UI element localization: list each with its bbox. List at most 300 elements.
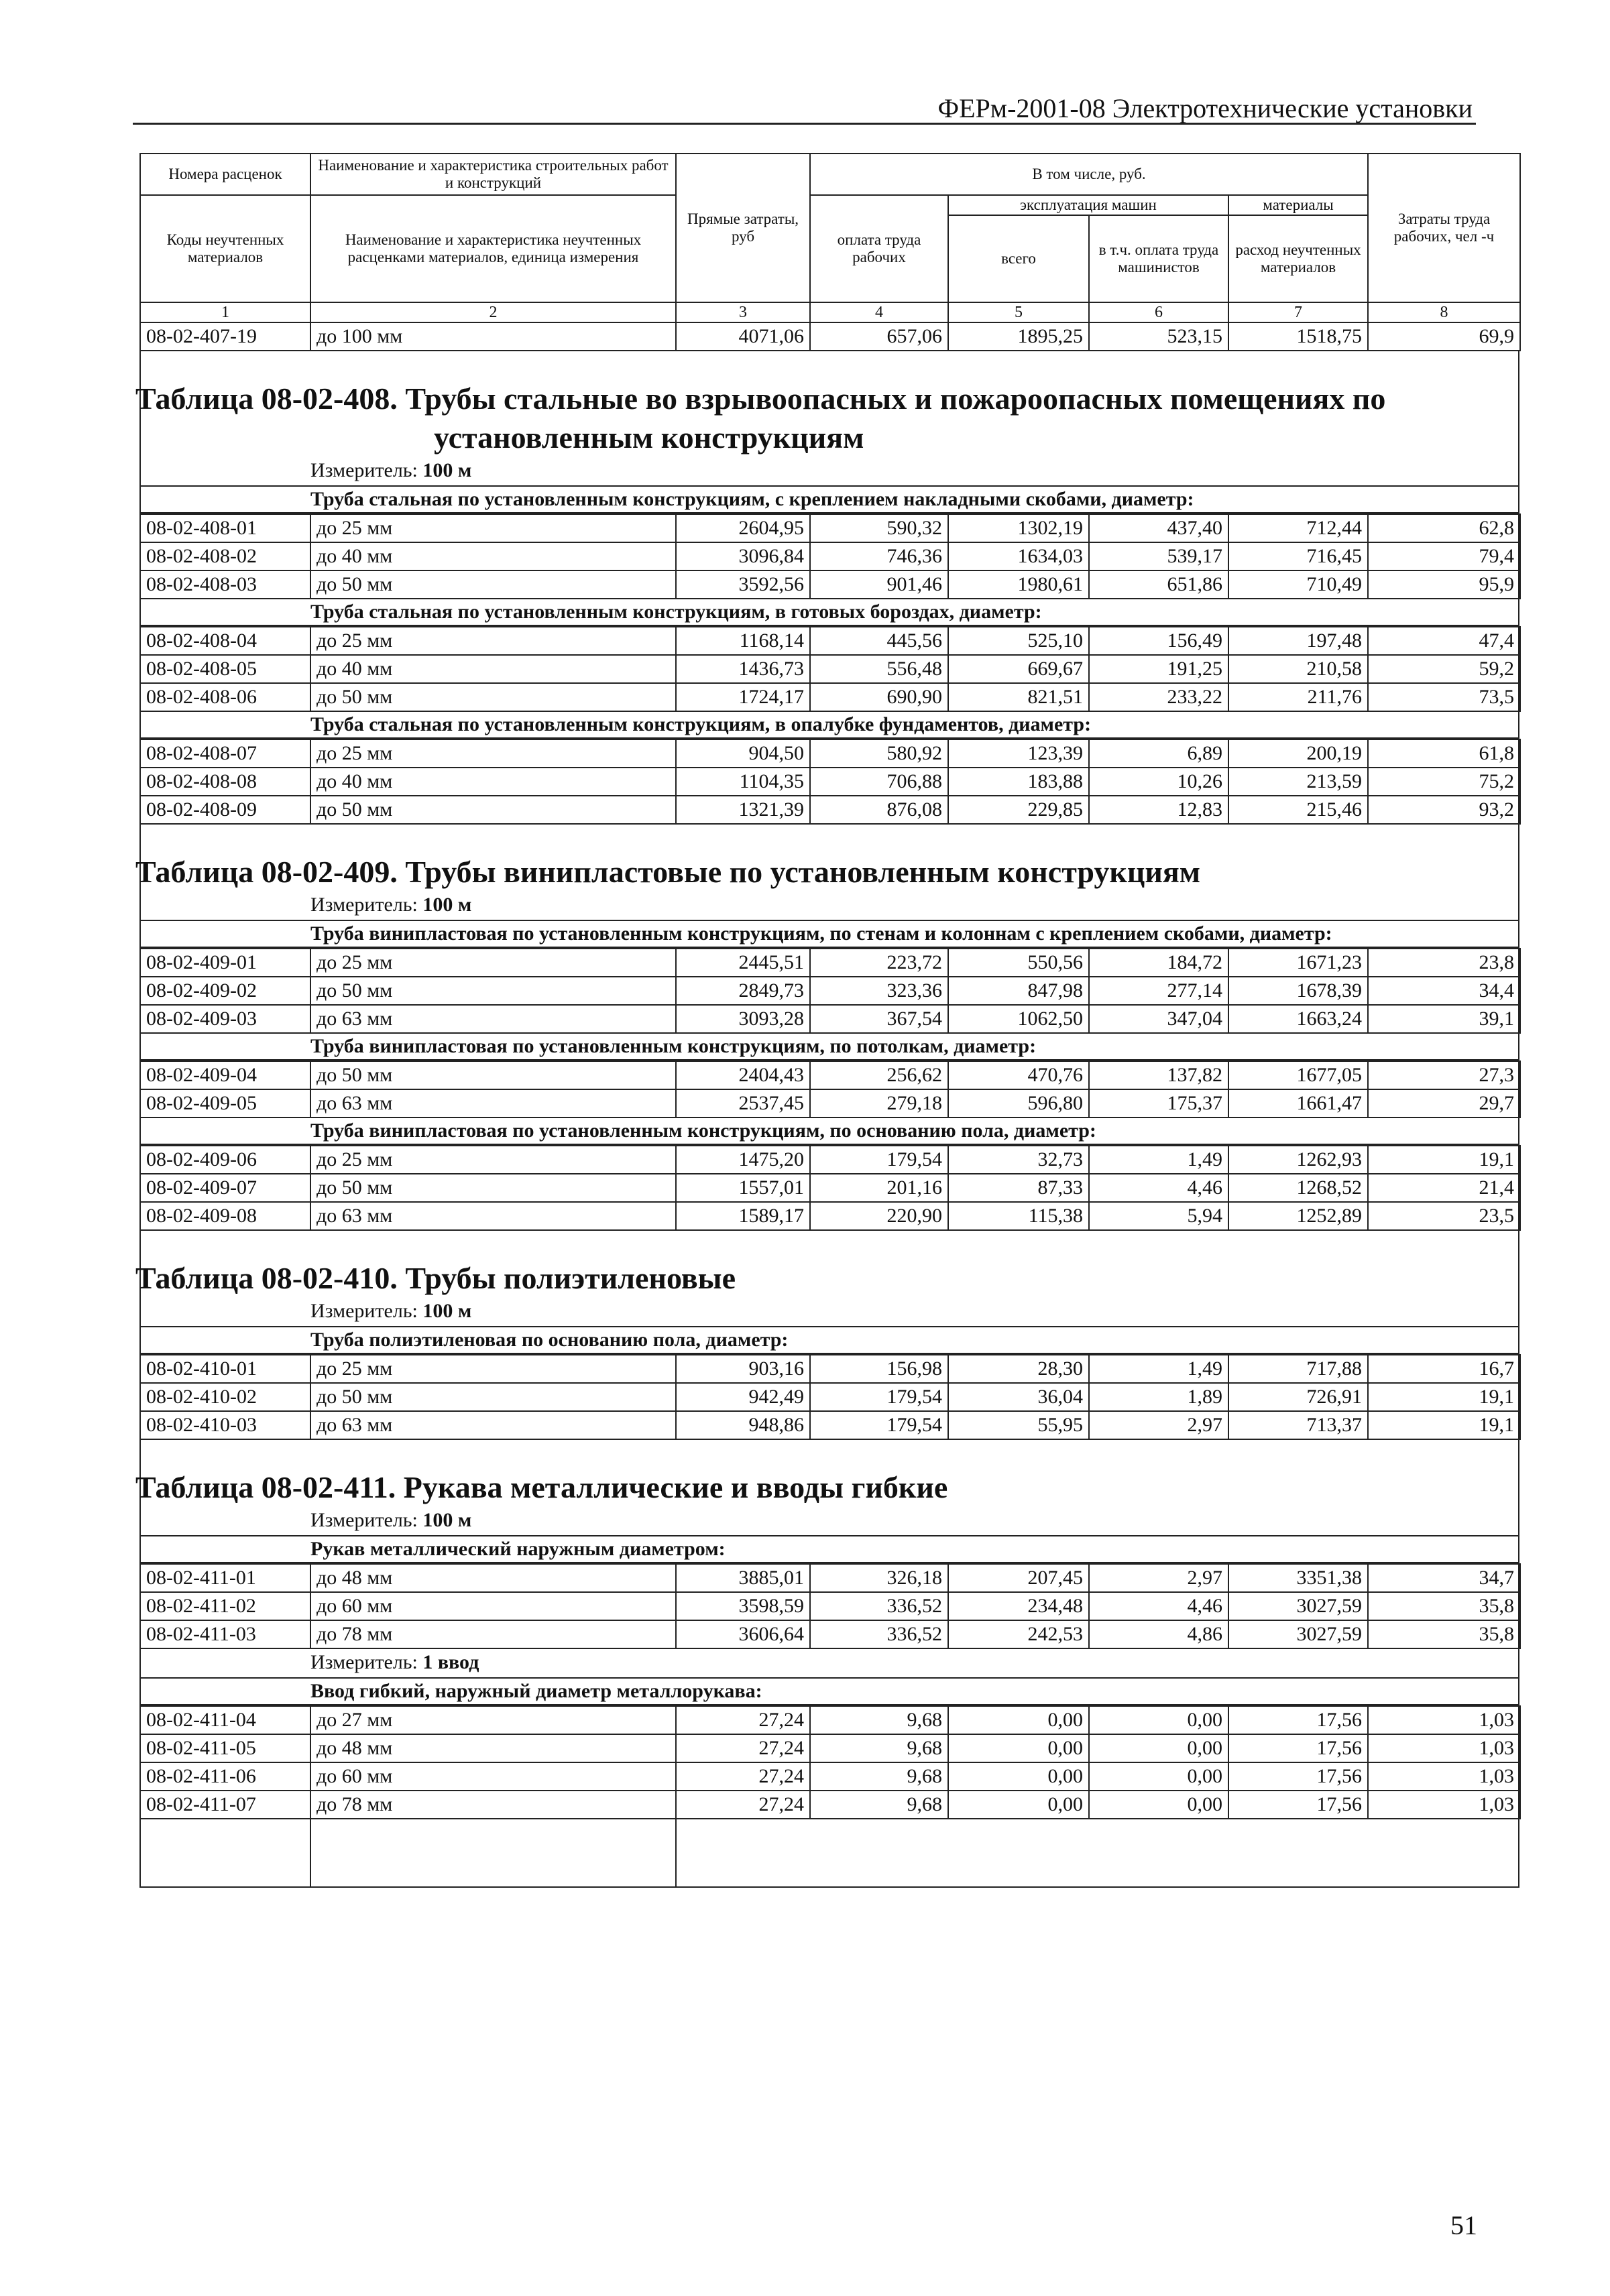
rate-code: 08-02-411-02 bbox=[140, 1592, 310, 1620]
materials-cost: 712,44 bbox=[1228, 514, 1368, 542]
rate-name: до 40 мм bbox=[310, 542, 676, 570]
labor-hours: 29,7 bbox=[1368, 1089, 1520, 1117]
materials-cost: 1661,47 bbox=[1228, 1089, 1368, 1117]
machines-total: 596,80 bbox=[948, 1089, 1089, 1117]
running-header: ФЕРм-2001-08 Электротехнические установки bbox=[937, 93, 1473, 123]
group-label: Труба стальная по установленным конструкциям, с креплением накладными скобами, диаметр: bbox=[141, 487, 1518, 513]
materials-cost: 3027,59 bbox=[1228, 1620, 1368, 1648]
header-col-number: 5 bbox=[948, 302, 1089, 322]
measure-unit-label: Измеритель: bbox=[310, 1651, 418, 1673]
rate-code: 08-02-408-07 bbox=[140, 739, 310, 768]
table-row bbox=[140, 1592, 1520, 1620]
rates-table bbox=[139, 626, 1521, 712]
labor-hours: 95,9 bbox=[1368, 570, 1520, 599]
labor-hours: 19,1 bbox=[1368, 1411, 1520, 1439]
header-materials: материалы bbox=[1228, 195, 1368, 215]
direct-costs: 1436,73 bbox=[676, 655, 810, 683]
table-row bbox=[140, 1061, 1520, 1089]
table-section bbox=[135, 1231, 1518, 1440]
materials-cost: 1518,75 bbox=[1228, 322, 1368, 351]
table-row bbox=[140, 1089, 1520, 1117]
machines-total: 1980,61 bbox=[948, 570, 1089, 599]
machinist-pay: 233,22 bbox=[1089, 683, 1228, 711]
table-row bbox=[140, 977, 1520, 1005]
direct-costs: 27,24 bbox=[676, 1734, 810, 1762]
measure-unit bbox=[141, 457, 1518, 487]
rate-code: 08-02-409-08 bbox=[140, 1202, 310, 1230]
worker-pay: 9,68 bbox=[810, 1762, 948, 1791]
rates-table bbox=[139, 1354, 1521, 1440]
machines-total: 242,53 bbox=[948, 1620, 1089, 1648]
rate-name: до 50 мм bbox=[310, 1061, 676, 1089]
rate-code: 08-02-408-02 bbox=[140, 542, 310, 570]
labor-hours: 27,3 bbox=[1368, 1061, 1520, 1089]
worker-pay: 179,54 bbox=[810, 1411, 948, 1439]
materials-cost: 17,56 bbox=[1228, 1791, 1368, 1819]
materials-cost: 713,37 bbox=[1228, 1411, 1368, 1439]
materials-cost: 210,58 bbox=[1228, 655, 1368, 683]
header-unaccounted-materials: расход неучтенных материалов bbox=[1228, 215, 1368, 302]
rate-name: до 60 мм bbox=[310, 1592, 676, 1620]
table-row bbox=[140, 1355, 1520, 1383]
rate-code: 08-02-409-02 bbox=[140, 977, 310, 1005]
machines-total: 28,30 bbox=[948, 1355, 1089, 1383]
worker-pay: 220,90 bbox=[810, 1202, 948, 1230]
worker-pay: 279,18 bbox=[810, 1089, 948, 1117]
rates-table bbox=[139, 739, 1521, 825]
machines-total: 123,39 bbox=[948, 739, 1089, 768]
rate-code: 08-02-408-08 bbox=[140, 768, 310, 796]
header-name-top: Наименование и характеристика строительных работ и конструкций bbox=[310, 154, 676, 195]
labor-hours: 16,7 bbox=[1368, 1355, 1520, 1383]
machinist-pay: 4,46 bbox=[1089, 1592, 1228, 1620]
table-row bbox=[140, 1005, 1520, 1033]
materials-cost: 17,56 bbox=[1228, 1706, 1368, 1734]
materials-cost: 215,46 bbox=[1228, 796, 1368, 824]
worker-pay: 690,90 bbox=[810, 683, 948, 711]
section-title bbox=[135, 1440, 1518, 1507]
machinist-pay: 539,17 bbox=[1089, 542, 1228, 570]
table-row bbox=[140, 796, 1520, 824]
labor-hours: 61,8 bbox=[1368, 739, 1520, 768]
direct-costs: 904,50 bbox=[676, 739, 810, 768]
rate-code: 08-02-410-02 bbox=[140, 1383, 310, 1411]
worker-pay: 876,08 bbox=[810, 796, 948, 824]
rate-name: до 63 мм bbox=[310, 1202, 676, 1230]
direct-costs: 2849,73 bbox=[676, 977, 810, 1005]
rate-code: 08-02-411-04 bbox=[140, 1706, 310, 1734]
machines-total: 1062,50 bbox=[948, 1005, 1089, 1033]
direct-costs: 942,49 bbox=[676, 1383, 810, 1411]
rate-name: до 25 мм bbox=[310, 739, 676, 768]
header-col-number: 2 bbox=[310, 302, 676, 322]
rate-code: 08-02-411-05 bbox=[140, 1734, 310, 1762]
machines-total: 847,98 bbox=[948, 977, 1089, 1005]
labor-hours: 47,4 bbox=[1368, 627, 1520, 655]
worker-pay: 657,06 bbox=[810, 322, 948, 351]
measure-unit-label: Измеритель: bbox=[310, 459, 418, 481]
machines-total: 183,88 bbox=[948, 768, 1089, 796]
labor-hours: 59,2 bbox=[1368, 655, 1520, 683]
group-label: Рукав металлический наружным диаметром: bbox=[141, 1536, 1518, 1563]
rate-name: до 50 мм bbox=[310, 977, 676, 1005]
materials-cost: 1671,23 bbox=[1228, 949, 1368, 977]
rate-name: до 40 мм bbox=[310, 655, 676, 683]
materials-cost: 716,45 bbox=[1228, 542, 1368, 570]
machinist-pay: 523,15 bbox=[1089, 322, 1228, 351]
machinist-pay: 277,14 bbox=[1089, 977, 1228, 1005]
worker-pay: 901,46 bbox=[810, 570, 948, 599]
materials-cost: 17,56 bbox=[1228, 1762, 1368, 1791]
table-row bbox=[140, 655, 1520, 683]
worker-pay: 256,62 bbox=[810, 1061, 948, 1089]
rate-name: до 50 мм bbox=[310, 683, 676, 711]
materials-cost: 17,56 bbox=[1228, 1734, 1368, 1762]
machines-total: 229,85 bbox=[948, 796, 1089, 824]
worker-pay: 326,18 bbox=[810, 1564, 948, 1592]
worker-pay: 336,52 bbox=[810, 1620, 948, 1648]
measure-unit bbox=[141, 1649, 1518, 1679]
table-row bbox=[140, 1411, 1520, 1439]
direct-costs: 2604,95 bbox=[676, 514, 810, 542]
rate-code: 08-02-408-09 bbox=[140, 796, 310, 824]
table-row bbox=[140, 949, 1520, 977]
machines-total: 32,73 bbox=[948, 1146, 1089, 1174]
column-divider bbox=[675, 1819, 677, 1886]
materials-cost: 717,88 bbox=[1228, 1355, 1368, 1383]
worker-pay: 706,88 bbox=[810, 768, 948, 796]
direct-costs: 27,24 bbox=[676, 1791, 810, 1819]
materials-cost: 3027,59 bbox=[1228, 1592, 1368, 1620]
rates-table bbox=[139, 1563, 1521, 1649]
labor-hours: 62,8 bbox=[1368, 514, 1520, 542]
direct-costs: 3598,59 bbox=[676, 1592, 810, 1620]
page-number: 51 bbox=[1450, 2210, 1477, 2240]
measure-unit-value: 1 ввод bbox=[422, 1651, 479, 1673]
measure-unit-label: Измеритель: bbox=[310, 1300, 418, 1322]
rate-code: 08-02-408-04 bbox=[140, 627, 310, 655]
machinist-pay: 347,04 bbox=[1089, 1005, 1228, 1033]
machines-total: 669,67 bbox=[948, 655, 1089, 683]
rate-name: до 25 мм bbox=[310, 514, 676, 542]
materials-cost: 1677,05 bbox=[1228, 1061, 1368, 1089]
measure-unit-label: Измеритель: bbox=[310, 1509, 418, 1531]
machinist-pay: 10,26 bbox=[1089, 768, 1228, 796]
labor-hours: 35,8 bbox=[1368, 1620, 1520, 1648]
materials-cost: 1663,24 bbox=[1228, 1005, 1368, 1033]
worker-pay: 336,52 bbox=[810, 1592, 948, 1620]
worker-pay: 156,98 bbox=[810, 1355, 948, 1383]
rate-code: 08-02-408-01 bbox=[140, 514, 310, 542]
group-label: Труба винипластовая по установленным конструкциям, по стенам и колоннам с креплением скобами, диаметр: bbox=[141, 921, 1518, 948]
labor-hours: 93,2 bbox=[1368, 796, 1520, 824]
rate-code: 08-02-408-06 bbox=[140, 683, 310, 711]
direct-costs: 1104,35 bbox=[676, 768, 810, 796]
rate-code: 08-02-409-03 bbox=[140, 1005, 310, 1033]
table-section bbox=[135, 825, 1518, 1231]
rate-code: 08-02-411-06 bbox=[140, 1762, 310, 1791]
header-codes-top: Номера расценок bbox=[140, 154, 310, 195]
rates-table bbox=[139, 1061, 1521, 1118]
measure-unit-value: 100 м bbox=[422, 459, 472, 481]
machines-total: 0,00 bbox=[948, 1762, 1089, 1791]
direct-costs: 1557,01 bbox=[676, 1174, 810, 1202]
direct-costs: 27,24 bbox=[676, 1762, 810, 1791]
measure-unit bbox=[141, 1298, 1518, 1327]
rate-name: до 25 мм bbox=[310, 1355, 676, 1383]
machinist-pay: 5,94 bbox=[1089, 1202, 1228, 1230]
worker-pay: 590,32 bbox=[810, 514, 948, 542]
machines-total: 0,00 bbox=[948, 1791, 1089, 1819]
section-title-line: установленным конструкциям bbox=[434, 420, 864, 455]
labor-hours: 39,1 bbox=[1368, 1005, 1520, 1033]
worker-pay: 9,68 bbox=[810, 1734, 948, 1762]
rate-name: до 78 мм bbox=[310, 1791, 676, 1819]
table-row bbox=[140, 514, 1520, 542]
machinist-pay: 137,82 bbox=[1089, 1061, 1228, 1089]
table-row bbox=[140, 1791, 1520, 1819]
materials-cost: 211,76 bbox=[1228, 683, 1368, 711]
header-labor-hours: Затраты труда рабочих, чел -ч bbox=[1368, 154, 1520, 302]
direct-costs: 1168,14 bbox=[676, 627, 810, 655]
table-row bbox=[140, 739, 1520, 768]
rate-code: 08-02-407-19 bbox=[140, 322, 310, 351]
rate-name: до 25 мм bbox=[310, 1146, 676, 1174]
machines-total: 0,00 bbox=[948, 1706, 1089, 1734]
rates-table bbox=[139, 1145, 1521, 1231]
machines-total: 115,38 bbox=[948, 1202, 1089, 1230]
group-label: Труба стальная по установленным конструкциям, в опалубке фундаментов, диаметр: bbox=[141, 712, 1518, 739]
labor-hours: 19,1 bbox=[1368, 1383, 1520, 1411]
table-filler bbox=[141, 1819, 1518, 1886]
worker-pay: 179,54 bbox=[810, 1383, 948, 1411]
labor-hours: 21,4 bbox=[1368, 1174, 1520, 1202]
sections-container bbox=[135, 351, 1519, 1888]
section-title-line: Таблица 08-02-410. Трубы полиэтиленовые bbox=[135, 1261, 736, 1295]
rate-code: 08-02-409-05 bbox=[140, 1089, 310, 1117]
table-row bbox=[140, 768, 1520, 796]
machinist-pay: 1,89 bbox=[1089, 1383, 1228, 1411]
machines-total: 470,76 bbox=[948, 1061, 1089, 1089]
rate-name: до 48 мм bbox=[310, 1734, 676, 1762]
header-including: В том числе, руб. bbox=[810, 154, 1368, 195]
labor-hours: 73,5 bbox=[1368, 683, 1520, 711]
materials-cost: 1262,93 bbox=[1228, 1146, 1368, 1174]
rate-name: до 25 мм bbox=[310, 627, 676, 655]
table-row bbox=[140, 1762, 1520, 1791]
rate-name: до 48 мм bbox=[310, 1564, 676, 1592]
table-row bbox=[140, 1202, 1520, 1230]
machinist-pay: 6,89 bbox=[1089, 739, 1228, 768]
rate-code: 08-02-409-04 bbox=[140, 1061, 310, 1089]
machines-total: 36,04 bbox=[948, 1383, 1089, 1411]
measure-unit bbox=[141, 1507, 1518, 1536]
direct-costs: 2537,45 bbox=[676, 1089, 810, 1117]
direct-costs: 903,16 bbox=[676, 1355, 810, 1383]
rate-code: 08-02-408-05 bbox=[140, 655, 310, 683]
group-label: Труба стальная по установленным конструкциям, в готовых бороздах, диаметр: bbox=[141, 599, 1518, 626]
direct-costs: 1321,39 bbox=[676, 796, 810, 824]
rates-table bbox=[139, 948, 1521, 1034]
machinist-pay: 4,46 bbox=[1089, 1174, 1228, 1202]
worker-pay: 580,92 bbox=[810, 739, 948, 768]
rate-code: 08-02-409-01 bbox=[140, 949, 310, 977]
worker-pay: 367,54 bbox=[810, 1005, 948, 1033]
labor-hours: 1,03 bbox=[1368, 1706, 1520, 1734]
labor-hours: 34,4 bbox=[1368, 977, 1520, 1005]
measure-unit-label: Измеритель: bbox=[310, 894, 418, 916]
header-col-number: 3 bbox=[676, 302, 810, 322]
header-col-number: 7 bbox=[1228, 302, 1368, 322]
rates-table bbox=[139, 513, 1521, 599]
labor-hours: 19,1 bbox=[1368, 1146, 1520, 1174]
machines-total: 1634,03 bbox=[948, 542, 1089, 570]
section-title-line: Таблица 08-02-409. Трубы винипластовые по установленным конструкциям bbox=[135, 855, 1201, 889]
machines-total: 0,00 bbox=[948, 1734, 1089, 1762]
machines-total: 234,48 bbox=[948, 1592, 1089, 1620]
rate-name: до 63 мм bbox=[310, 1005, 676, 1033]
materials-cost: 197,48 bbox=[1228, 627, 1368, 655]
header-machines-total: всего bbox=[948, 215, 1089, 302]
group-label: Труба полиэтиленовая по основанию пола, диаметр: bbox=[141, 1327, 1518, 1354]
machinist-pay: 1,49 bbox=[1089, 1355, 1228, 1383]
rate-code: 08-02-411-07 bbox=[140, 1791, 310, 1819]
rate-name: до 50 мм bbox=[310, 796, 676, 824]
rate-name: до 50 мм bbox=[310, 570, 676, 599]
group-label: Труба винипластовая по установленным конструкциям, по потолкам, диаметр: bbox=[141, 1034, 1518, 1061]
rate-name: до 27 мм bbox=[310, 1706, 676, 1734]
labor-hours: 69,9 bbox=[1368, 322, 1520, 351]
labor-hours: 79,4 bbox=[1368, 542, 1520, 570]
labor-hours: 34,7 bbox=[1368, 1564, 1520, 1592]
column-divider bbox=[310, 1819, 311, 1886]
table-row bbox=[140, 1174, 1520, 1202]
worker-pay: 179,54 bbox=[810, 1146, 948, 1174]
table-row bbox=[140, 1734, 1520, 1762]
measure-unit bbox=[141, 892, 1518, 921]
machinist-pay: 1,49 bbox=[1089, 1146, 1228, 1174]
table-section bbox=[135, 351, 1518, 825]
header-codes-bottom: Коды неучтенных материалов bbox=[140, 195, 310, 302]
machines-total: 55,95 bbox=[948, 1411, 1089, 1439]
direct-costs: 3096,84 bbox=[676, 542, 810, 570]
machinist-pay: 2,97 bbox=[1089, 1564, 1228, 1592]
table-row bbox=[140, 1564, 1520, 1592]
direct-costs: 3592,56 bbox=[676, 570, 810, 599]
rate-name: до 40 мм bbox=[310, 768, 676, 796]
section-title bbox=[135, 351, 1518, 457]
header-name-bottom: Наименование и характеристика неучтенных расценками материалов, единица измерения bbox=[310, 195, 676, 302]
labor-hours: 1,03 bbox=[1368, 1734, 1520, 1762]
direct-costs: 3885,01 bbox=[676, 1564, 810, 1592]
labor-hours: 23,5 bbox=[1368, 1202, 1520, 1230]
machinist-pay: 12,83 bbox=[1089, 796, 1228, 824]
header-col-number: 4 bbox=[810, 302, 948, 322]
rate-name: до 63 мм bbox=[310, 1411, 676, 1439]
labor-hours: 35,8 bbox=[1368, 1592, 1520, 1620]
header-machinist-pay: в т.ч. оплата труда машинистов bbox=[1089, 215, 1228, 302]
worker-pay: 445,56 bbox=[810, 627, 948, 655]
rate-code: 08-02-411-03 bbox=[140, 1620, 310, 1648]
direct-costs: 1724,17 bbox=[676, 683, 810, 711]
rates-table bbox=[139, 1705, 1521, 1819]
worker-pay: 223,72 bbox=[810, 949, 948, 977]
labor-hours: 1,03 bbox=[1368, 1791, 1520, 1819]
table-row bbox=[140, 627, 1520, 655]
measure-unit-value: 100 м bbox=[422, 1509, 472, 1531]
worker-pay: 9,68 bbox=[810, 1791, 948, 1819]
machinist-pay: 651,86 bbox=[1089, 570, 1228, 599]
header-col-number: 8 bbox=[1368, 302, 1520, 322]
rate-code: 08-02-409-07 bbox=[140, 1174, 310, 1202]
machinist-pay: 4,86 bbox=[1089, 1620, 1228, 1648]
rate-code: 08-02-409-06 bbox=[140, 1146, 310, 1174]
worker-pay: 201,16 bbox=[810, 1174, 948, 1202]
direct-costs: 27,24 bbox=[676, 1706, 810, 1734]
table-row bbox=[140, 1706, 1520, 1734]
machines-total: 87,33 bbox=[948, 1174, 1089, 1202]
rate-code: 08-02-410-03 bbox=[140, 1411, 310, 1439]
section-title-line: Таблица 08-02-408. Трубы стальные во взрывоопасных и пожароопасных помещениях по bbox=[135, 381, 1386, 416]
direct-costs: 1589,17 bbox=[676, 1202, 810, 1230]
rate-name: до 50 мм bbox=[310, 1174, 676, 1202]
table-row bbox=[140, 683, 1520, 711]
materials-cost: 1268,52 bbox=[1228, 1174, 1368, 1202]
header-machines: эксплуатация машин bbox=[948, 195, 1228, 215]
worker-pay: 323,36 bbox=[810, 977, 948, 1005]
worker-pay: 556,48 bbox=[810, 655, 948, 683]
rate-name: до 78 мм bbox=[310, 1620, 676, 1648]
machines-total: 525,10 bbox=[948, 627, 1089, 655]
machinist-pay: 156,49 bbox=[1089, 627, 1228, 655]
direct-costs: 3606,64 bbox=[676, 1620, 810, 1648]
rate-name: до 100 мм bbox=[310, 322, 676, 351]
rate-name: до 50 мм bbox=[310, 1383, 676, 1411]
group-label: Труба винипластовая по установленным конструкциям, по основанию пола, диаметр: bbox=[141, 1118, 1518, 1145]
rate-code: 08-02-411-01 bbox=[140, 1564, 310, 1592]
measure-unit-value: 100 м bbox=[422, 1300, 472, 1322]
materials-cost: 1678,39 bbox=[1228, 977, 1368, 1005]
rate-code: 08-02-408-03 bbox=[140, 570, 310, 599]
materials-cost: 726,91 bbox=[1228, 1383, 1368, 1411]
section-title-line: Таблица 08-02-411. Рукава металлические и вводы гибкие bbox=[135, 1470, 948, 1504]
header-col-number: 6 bbox=[1089, 302, 1228, 322]
table-row bbox=[140, 1620, 1520, 1648]
materials-cost: 3351,38 bbox=[1228, 1564, 1368, 1592]
header-col-number: 1 bbox=[140, 302, 310, 322]
machinist-pay: 0,00 bbox=[1089, 1706, 1228, 1734]
materials-cost: 200,19 bbox=[1228, 739, 1368, 768]
machinist-pay: 0,00 bbox=[1089, 1762, 1228, 1791]
machinist-pay: 2,97 bbox=[1089, 1411, 1228, 1439]
measure-unit-value: 100 м bbox=[422, 894, 472, 916]
machines-total: 1302,19 bbox=[948, 514, 1089, 542]
machines-total: 1895,25 bbox=[948, 322, 1089, 351]
direct-costs: 2445,51 bbox=[676, 949, 810, 977]
labor-hours: 23,8 bbox=[1368, 949, 1520, 977]
machinist-pay: 191,25 bbox=[1089, 655, 1228, 683]
machinist-pay: 184,72 bbox=[1089, 949, 1228, 977]
labor-hours: 1,03 bbox=[1368, 1762, 1520, 1791]
rate-name: до 25 мм bbox=[310, 949, 676, 977]
table-row bbox=[140, 570, 1520, 599]
labor-hours: 75,2 bbox=[1368, 768, 1520, 796]
direct-costs: 1475,20 bbox=[676, 1146, 810, 1174]
table-row bbox=[140, 1146, 1520, 1174]
machines-total: 821,51 bbox=[948, 683, 1089, 711]
section-title bbox=[135, 825, 1518, 892]
worker-pay: 9,68 bbox=[810, 1706, 948, 1734]
